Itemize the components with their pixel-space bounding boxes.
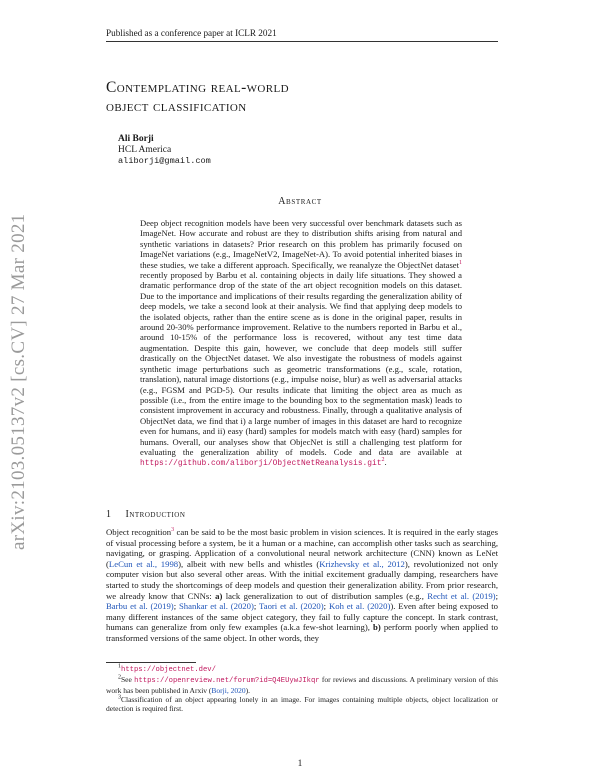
author-name: Ali Borji — [118, 134, 154, 144]
intro-text: ), albeit with new bells and whistles ( — [178, 558, 320, 569]
code-url-link[interactable]: https://github.com/aliborji/ObjectNetReanalysis.git — [140, 459, 382, 469]
citation-link[interactable]: LeCun et al., 1998 — [108, 558, 179, 569]
abstract-heading: Abstract — [278, 196, 322, 207]
footnote-1 — [106, 664, 498, 675]
objectnet-url-link[interactable]: https://objectnet.dev/ — [121, 666, 216, 674]
footnote-marker-3[interactable]: 3 — [171, 527, 175, 534]
citation-link[interactable]: Barbu et al. (2019) — [106, 601, 174, 612]
arxiv-stamp: arXiv:2103.05137v2 [cs.CV] 27 Mar 2021 — [8, 213, 29, 550]
openreview-url-link[interactable]: https://openreview.net/forum?id=Q4EUywJIkqr — [134, 677, 320, 686]
section-title: Introduction — [125, 509, 186, 520]
abstract-text-1: Deep object recognition models have been very successful over benchmark datasets such as ImageNet. How accurate and robust are they to distribution shifts arising from natural and synthetic variations in datasets? Prior research on this problem has primarily focused on ImageNet variations (e.g., ImageNetV2, ImageNet-A). To avoid potential inherited biases in these studies, we take a different approach. Specifically, we reanalyze the ObjectNet dataset — [140, 218, 462, 270]
running-header — [106, 28, 498, 42]
footnote-2-text: ). — [245, 686, 250, 696]
title-line-2: object classification — [106, 98, 247, 115]
footnote-3-text: Classification of an object appearing lonely in an image. For images containing multiple objects, object localization or detection is required first. — [106, 695, 498, 714]
citation-link[interactable]: Borji, 2020 — [211, 686, 246, 696]
author-block — [118, 134, 211, 167]
intro-text: ), revolutionized not only computer vision but also several other areas. With the initial excitement gradually damping, researchers have started to study the shortcomings of deep models and question their generalization ability. From prior research, we already know that CNNs: — [106, 558, 499, 601]
footnote-3-mark: 3 — [118, 694, 121, 701]
citation-link[interactable]: Recht et al. (2019) — [427, 590, 496, 601]
section-number: 1 — [106, 509, 112, 520]
intro-text: can be said to be the most basic problem in vision sciences. It is required in the early stages of visual processing before a system, be it a human or a machine, can accomplish other tasks such as searching, navigating, or grasping. Application of a convolutional neural network architecture (CNN) known as LeNet ( — [106, 527, 498, 569]
abstract-end: . — [384, 457, 387, 468]
intro-text: ; — [323, 601, 329, 612]
footnote-2-text: See — [121, 675, 135, 685]
citation-link[interactable]: Shankar et al. (2020) — [178, 601, 254, 612]
page-number: 1 — [297, 759, 303, 769]
footnote-marker-2[interactable]: 2 — [381, 457, 385, 464]
title-line-1: Contemplating real-world — [106, 79, 289, 96]
intro-text: ; — [173, 601, 179, 612]
footnote-1-mark: 1 — [118, 663, 121, 670]
abstract-body — [140, 218, 462, 470]
intro-text: perform poorly when applied to transformed versions of the same object. In other words, they — [106, 622, 498, 643]
author-email: aliborji@gmail.com — [118, 156, 211, 166]
abstract-text-2: recently proposed by Barbu et al. containing objects in daily life situations. They showed a dramatic performance drop of the state of the art object recognition models on this dataset. Due to the importance and implications of their results regarding the generalization ability of deep models, we take a second look at their analysis. We find that applying deep models to the isolated objects, rather than the entire scene as is done in the original paper, results in around 20-30% performance improvement. Relative to the numbers reported in Barbu et al., around 10-15% of the performance loss is recovered, without any test time data augmentation. Despite this gain, however, we conclude that deep models still suffer drastically on the ObjectNet dataset. We also investigate the robustness of models against synthetic image perturbations such as geometric transformations (e.g., scale, rotation, translation), natural image distortions (e.g., impulse noise, blur) as well as adversarial attacks (e.g., FGSM and PGD-5). Our results indicate that limiting the object area as much as possible (i.e., from the entire image to the bounding box to the segmentation mask) leads to consistent improvement in accuracy and robustness. Finally, through a qualitative analysis of ObjectNet data, we find that i) a large number of images in this dataset are hard to recognize even for humans, and ii) easy (hard) samples for models match with easy (hard) samples for humans. Overall, our analyses show that ObjecNet is still a challenging test platform for evaluating the generalization ability of models. Code and data are available at — [140, 270, 462, 457]
footnote-2-mark: 2 — [118, 674, 121, 681]
list-label-a: a) — [215, 590, 223, 601]
footnotes — [106, 664, 498, 713]
intro-text: ; — [495, 590, 498, 601]
footnote-3 — [106, 695, 498, 713]
section-heading-introduction — [106, 509, 185, 520]
intro-text: lack generalization to out of distribution samples (e.g., — [222, 590, 428, 601]
footnote-2 — [106, 675, 498, 695]
footnote-marker-1[interactable]: 1 — [459, 259, 462, 266]
introduction-paragraph — [106, 527, 498, 644]
intro-text: ). Even after being exposed to many different instances of the same object category, they fail to fully capture the concept. In stark contrast, humans can generalize from only few examples (a.k.a few-shot learning), — [106, 601, 499, 633]
intro-text: Object recognition — [106, 527, 172, 537]
intro-text: ; — [253, 601, 260, 612]
list-label-b: b) — [373, 622, 381, 633]
author-affiliation: HCL America — [118, 145, 172, 155]
footnote-2-text: for reviews and discussions. A preliminary version of this work has been published in Arxiv ( — [106, 675, 498, 696]
paper-title — [106, 78, 506, 116]
running-head-text: Published as a conference paper at ICLR 2021 — [106, 28, 277, 38]
citation-link[interactable]: Taori et al. (2020) — [259, 601, 324, 612]
citation-link[interactable]: Krizhevsky et al., 2012 — [319, 558, 405, 569]
citation-link[interactable]: Koh et al. (2020) — [328, 601, 391, 612]
